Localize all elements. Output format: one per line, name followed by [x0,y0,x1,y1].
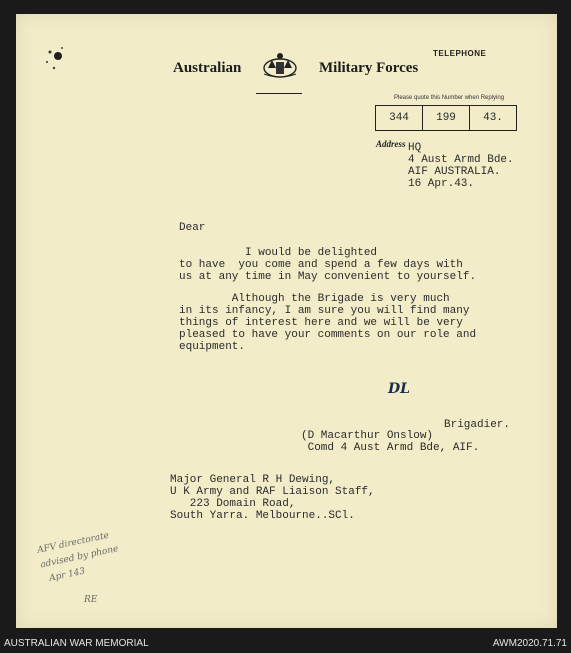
body-paragraph-1: I would be delighted to have you come and spend a few days with us at any time in May convenient to yourself. [179,247,477,283]
ref-cell: 199 [423,106,470,130]
reference-box [375,105,517,131]
body-paragraph-2: Although the Brigade is very much in its infancy, I am sure you will find many things of interest here and we will be very pleased to have your comments on our role and equipment. [179,293,477,353]
pencil-annotation: AFV directorate advised by phone Apr 143 [36,530,120,586]
ref-cell: 344 [376,106,423,130]
coat-of-arms-icon [258,50,302,82]
address-label: Address [376,139,406,149]
telephone-label: TELEPHONE [433,49,487,58]
letterhead-right: Military Forces [319,60,419,76]
ref-cell: 43. [483,112,503,124]
pencil-initials: RE [84,595,98,605]
salutation: Dear [179,222,206,234]
ink-stain [40,42,70,74]
recipient-address: Major General R H Dewing, U K Army and RAF Liaison Staff, 223 Domain Road, South Yarra. Melbourne..SCl. [170,474,375,522]
footer-institution: AUSTRALIAN WAR MEMORIAL [4,638,149,649]
sender-address: HQ 4 Aust Armd Bde. AIF AUSTRALIA. 16 Apr.43. [408,142,514,190]
quote-note: Please quote this Number when Replying [394,95,505,101]
footer-accession: AWM2020.71.71 [492,638,567,649]
header-rule [256,93,302,94]
handwritten-initials: DL [388,381,410,397]
signatory-rank: Brigadier. [444,419,511,431]
letter-page [16,14,557,628]
letterhead-left: Australian [173,60,242,76]
signature-block: (D Macarthur Onslow) Comd 4 Aust Armd Bde, AIF. [301,430,480,454]
